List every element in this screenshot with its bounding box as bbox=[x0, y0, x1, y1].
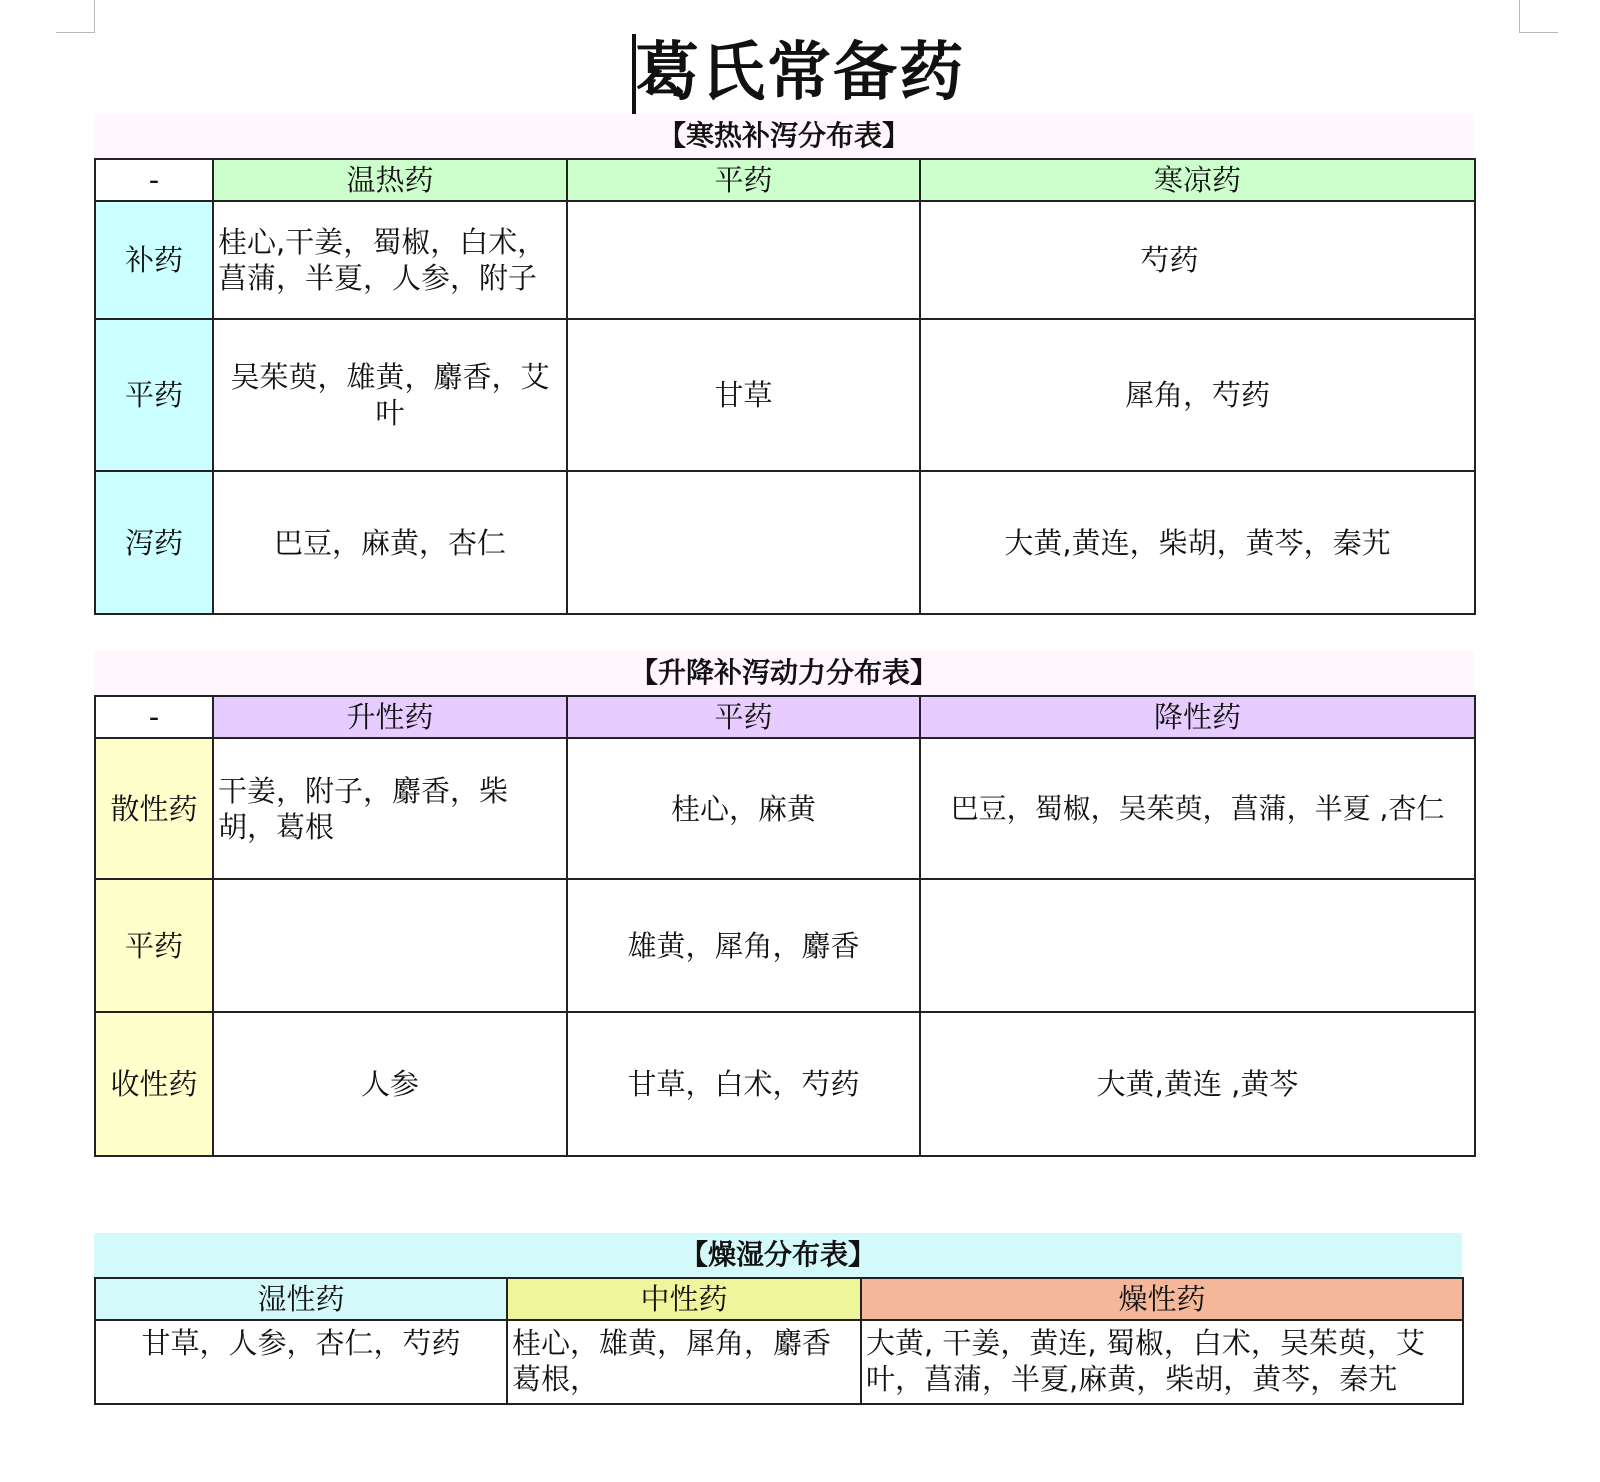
table-cell: 犀角，芍药 bbox=[920, 319, 1475, 471]
table-cell: 大黄,黄连，柴胡，黄芩，秦艽 bbox=[920, 471, 1475, 614]
table-caption: 【升降补泻动力分布表】 bbox=[94, 651, 1474, 695]
table-cell: 干姜，附子，麝香，柴胡，葛根 bbox=[213, 738, 567, 879]
table-cell: 雄黄，犀角，麝香 bbox=[567, 879, 920, 1012]
column-header-neutral: 平药 bbox=[567, 696, 920, 738]
page-corner-mark-top-left bbox=[56, 0, 95, 33]
table-cell: 桂心，雄黄，犀角，麝香葛根， bbox=[507, 1320, 861, 1404]
table-cell: 甘草 bbox=[567, 319, 920, 471]
table-cell: 巴豆，麻黄，杏仁 bbox=[213, 471, 567, 614]
column-header-damp: 湿性药 bbox=[95, 1278, 507, 1320]
table-cell bbox=[920, 879, 1475, 1012]
table-cell: 大黄, 干姜，黄连, 蜀椒，白术，吴茱萸，艾叶，菖蒲，半夏,麻黄，柴胡，黄芩，秦艽 bbox=[861, 1320, 1463, 1404]
table-corner-cell: - bbox=[95, 159, 213, 201]
table-cell bbox=[213, 879, 567, 1012]
row-header-purge: 泻药 bbox=[95, 471, 213, 614]
column-header-neutral: 中性药 bbox=[507, 1278, 861, 1320]
table-cell: 大黄,黄连 ,黄芩 bbox=[920, 1012, 1475, 1156]
row-header-astringent: 收性药 bbox=[95, 1012, 213, 1156]
table-corner-cell: - bbox=[95, 696, 213, 738]
table-cell bbox=[567, 201, 920, 319]
dry-damp-table bbox=[94, 1233, 1464, 1405]
table-cell: 巴豆，蜀椒，吴茱萸，菖蒲，半夏 ,杏仁 bbox=[920, 738, 1475, 879]
column-header-warm-heat: 温热药 bbox=[213, 159, 567, 201]
row-header-neutral: 平药 bbox=[95, 319, 213, 471]
row-header-dispersing: 散性药 bbox=[95, 738, 213, 879]
row-header-tonify: 补药 bbox=[95, 201, 213, 319]
column-header-ascending: 升性药 bbox=[213, 696, 567, 738]
table-cell: 桂心，麻黄 bbox=[567, 738, 920, 879]
cold-heat-table bbox=[94, 114, 1476, 615]
table-cell bbox=[567, 471, 920, 614]
table-cell: 人参 bbox=[213, 1012, 567, 1156]
table-cell: 芍药 bbox=[920, 201, 1475, 319]
column-header-descending: 降性药 bbox=[920, 696, 1475, 738]
page-corner-mark-top-right bbox=[1519, 0, 1558, 33]
table-caption: 【燥湿分布表】 bbox=[94, 1233, 1462, 1277]
document-title[interactable]: 葛氏常备药 bbox=[635, 36, 965, 110]
row-header-neutral: 平药 bbox=[95, 879, 213, 1012]
column-header-cold-cool: 寒凉药 bbox=[920, 159, 1475, 201]
table-caption: 【寒热补泻分布表】 bbox=[94, 114, 1474, 158]
column-header-neutral: 平药 bbox=[567, 159, 920, 201]
table-cell: 甘草，人参，杏仁，芍药 bbox=[95, 1320, 507, 1404]
table-cell: 桂心,干姜，蜀椒，白术，菖蒲，半夏，人参，附子 bbox=[213, 201, 567, 319]
table-cell: 吴茱萸，雄黄，麝香，艾叶 bbox=[213, 319, 567, 471]
ascend-descend-table bbox=[94, 651, 1476, 1157]
table-cell: 甘草，白术，芍药 bbox=[567, 1012, 920, 1156]
column-header-dry: 燥性药 bbox=[861, 1278, 1463, 1320]
